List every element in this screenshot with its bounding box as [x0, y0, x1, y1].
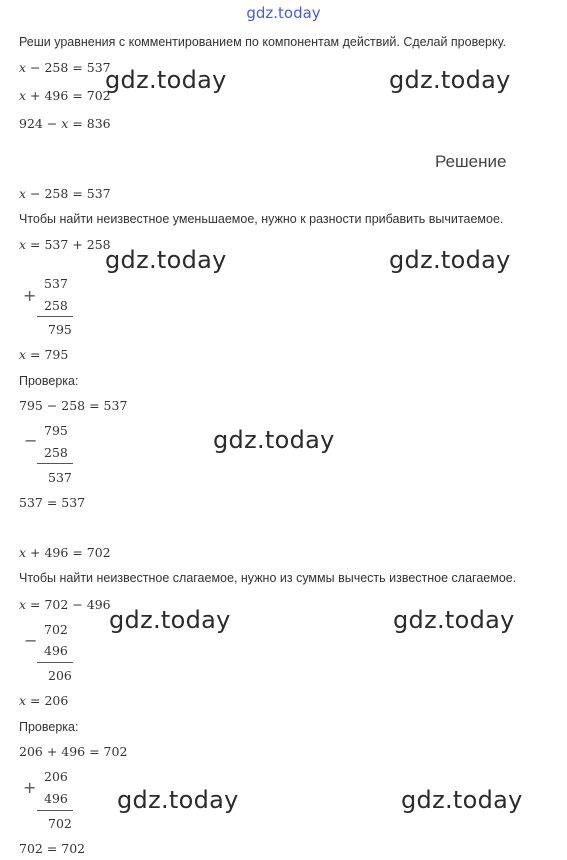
column-bottom: 258	[44, 445, 68, 460]
variable: x	[19, 347, 27, 362]
column-top: 206	[44, 769, 68, 784]
minus-sign: −	[24, 631, 38, 650]
part1-equation	[19, 186, 111, 201]
column-line	[37, 662, 73, 663]
column-result: 537	[48, 470, 72, 485]
column-line	[37, 810, 73, 811]
variable: x	[19, 237, 27, 252]
task-equation-1	[19, 60, 111, 75]
column-line	[37, 316, 73, 317]
site-logo[interactable]: gdz.today	[246, 4, 321, 22]
part2-check-expression: 206 + 496 = 702	[19, 744, 128, 759]
column-line	[37, 463, 73, 464]
minus-sign: −	[24, 431, 38, 450]
task-equation-2	[19, 88, 111, 103]
part2-check-result: 702 = 702	[19, 841, 86, 856]
equation-rest: = 795	[26, 347, 69, 362]
column-top: 795	[44, 423, 68, 438]
plus-sign: +	[23, 778, 37, 797]
equation-lead: 924 −	[19, 116, 62, 131]
column-bottom: 258	[44, 298, 68, 313]
part1-check-label: Проверка:	[19, 374, 79, 388]
equation-rest: + 496 = 702	[26, 545, 111, 560]
column-bottom: 496	[44, 643, 68, 658]
task-equation-3	[19, 116, 111, 131]
watermark: gdz.today	[389, 66, 511, 94]
watermark: gdz.today	[105, 66, 227, 94]
variable: x	[19, 186, 27, 201]
watermark: gdz.today	[117, 786, 239, 814]
watermark: gdz.today	[393, 606, 515, 634]
part1-answer	[19, 347, 68, 362]
part1-check-expression: 795 − 258 = 537	[19, 398, 128, 413]
part1-expression	[19, 237, 111, 252]
part1-rule: Чтобы найти неизвестное уменьшаемое, нужно к разности прибавить вычитаемое.	[19, 212, 504, 226]
part1-check-result: 537 = 537	[19, 495, 86, 510]
variable: x	[19, 545, 27, 560]
equation-rest: + 496 = 702	[26, 88, 111, 103]
column-result: 206	[48, 668, 72, 683]
equation-rest: − 258 = 537	[26, 60, 111, 75]
watermark: gdz.today	[389, 246, 511, 274]
column-top: 537	[44, 276, 68, 291]
equation-rest: = 206	[26, 693, 69, 708]
watermark: gdz.today	[401, 786, 523, 814]
watermark: gdz.today	[213, 426, 335, 454]
column-bottom: 496	[44, 791, 68, 806]
task-statement: Реши уравнения с комментированием по компонентам действий. Сделай проверку.	[19, 35, 507, 49]
variable: x	[19, 693, 27, 708]
equation-rest: − 258 = 537	[26, 186, 111, 201]
variable: x	[61, 116, 69, 131]
column-top: 702	[44, 622, 68, 637]
part2-rule: Чтобы найти неизвестное слагаемое, нужно из суммы вычесть известное слагаемое.	[19, 571, 517, 585]
variable: x	[19, 88, 27, 103]
equation-rest: = 836	[68, 116, 111, 131]
watermark: gdz.today	[109, 606, 231, 634]
column-result: 795	[48, 322, 72, 337]
plus-sign: +	[23, 286, 37, 305]
watermark: gdz.today	[105, 246, 227, 274]
column-result: 702	[48, 816, 72, 831]
part2-expression	[19, 597, 111, 612]
part2-answer	[19, 693, 68, 708]
part2-equation	[19, 545, 111, 560]
variable: x	[19, 60, 27, 75]
solution-heading: Решение	[435, 152, 507, 171]
variable: x	[19, 597, 27, 612]
equation-rest: = 702 − 496	[26, 597, 111, 612]
equation-rest: = 537 + 258	[26, 237, 111, 252]
part2-check-label: Проверка:	[19, 720, 79, 734]
